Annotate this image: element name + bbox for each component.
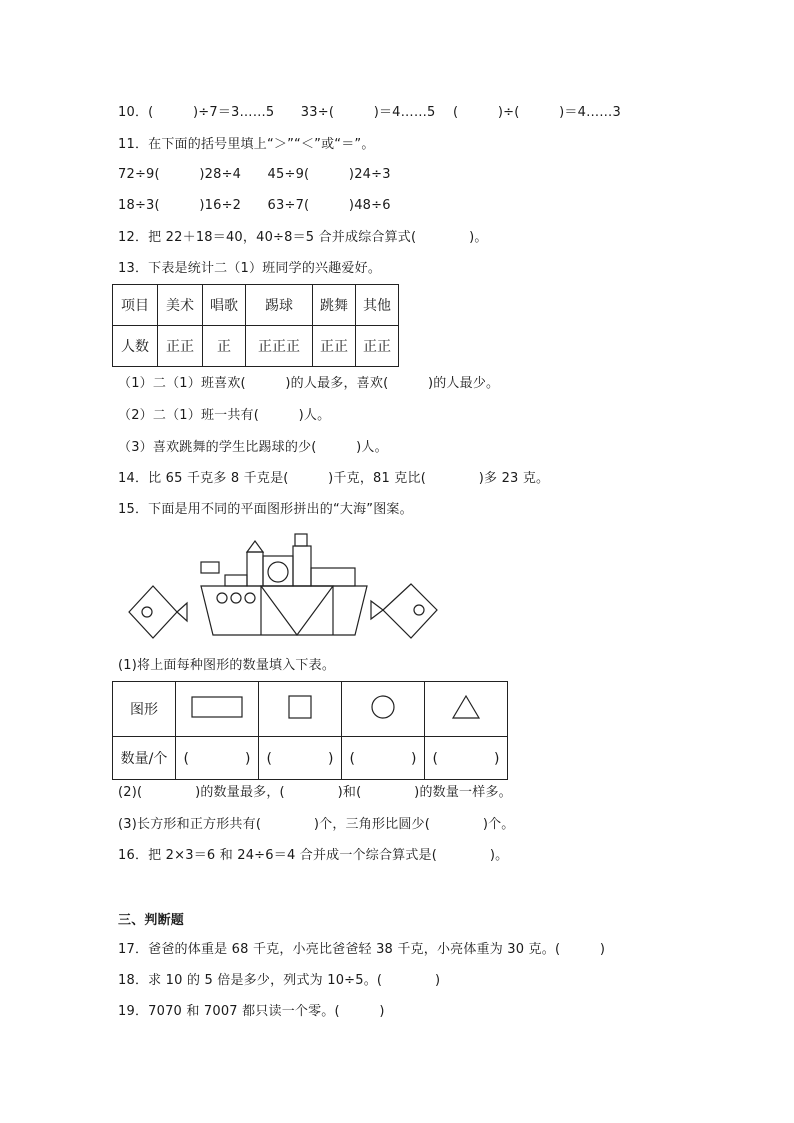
porthole-circle [245, 593, 255, 603]
count-blank-cell[interactable]: ( ) [259, 737, 342, 780]
tally-count-cell: 正正 [158, 326, 203, 367]
cabin-square [247, 552, 263, 586]
hull-triangle [261, 586, 333, 635]
tally-count-cell: 正正 [313, 326, 356, 367]
tally-header-cell: 跳舞 [313, 285, 356, 326]
question-15-part-2: (2)( )的数量最多，( )和( )的数量一样多。 [118, 785, 512, 800]
question-12: 12．把 22＋18＝40，40÷8＝5 合并成综合算式( )。 [118, 230, 488, 245]
section-3-heading: 三、判断题 [118, 913, 185, 928]
question-11-row-2: 18÷3( )16÷2 63÷7( )48÷6 [118, 198, 391, 213]
porthole-circle [217, 593, 227, 603]
tally-count-cell: 正正正 [246, 326, 313, 367]
cabin-rectangle [225, 575, 247, 586]
question-10: 10．( )÷7＝3……5 33÷( )＝4……5 ( )÷( )＝4……3 [118, 105, 621, 120]
count-blank-cell[interactable]: ( ) [342, 737, 425, 780]
question-11-row-1: 72÷9( )28÷4 45÷9( )24÷3 [118, 167, 391, 182]
roof-triangle [247, 541, 263, 552]
triangle-shape-cell [425, 682, 508, 737]
ship [201, 534, 367, 635]
cabin-rectangle [311, 568, 355, 586]
question-13-part-3: （3）喜欢跳舞的学生比踢球的少( )人。 [118, 440, 388, 455]
tally-header-cell: 美术 [158, 285, 203, 326]
tally-header-cell: 唱歌 [203, 285, 246, 326]
chimney-rectangle [293, 546, 311, 586]
count-row [113, 737, 508, 780]
square-icon [286, 693, 314, 721]
triangle-icon [450, 693, 482, 721]
question-18: 18．求 10 的 5 倍是多少，列式为 10÷5。( ) [118, 973, 441, 988]
right-fish [371, 584, 437, 638]
shape-count-table [112, 681, 508, 780]
shape-row [113, 682, 508, 737]
tally-header-cell: 项目 [113, 285, 158, 326]
question-13-part-1: （1）二（1）班喜欢( )的人最多，喜欢( )的人最少。 [118, 376, 500, 391]
ship-hull [201, 586, 367, 635]
fish-tail-triangle [371, 601, 383, 619]
fish-body-diamond [129, 586, 177, 638]
porthole-circle [231, 593, 241, 603]
chimney-top-rectangle [295, 534, 307, 546]
question-19: 19．7070 和 7007 都只读一个零。( ) [118, 1004, 385, 1019]
left-fish [129, 586, 187, 638]
rectangle-icon [190, 694, 244, 720]
question-13-title: 13．下表是统计二（1）班同学的兴趣爱好。 [118, 261, 382, 276]
fish-eye-circle [414, 605, 424, 615]
interest-tally-table [112, 284, 399, 367]
fish-body-diamond [383, 584, 437, 638]
question-13-part-2: （2）二（1）班一共有( )人。 [118, 408, 331, 423]
circle-icon [369, 693, 397, 721]
sea-picture [125, 528, 445, 640]
count-label-cell: 数量/个 [113, 737, 176, 780]
fish-eye-circle [142, 607, 152, 617]
question-11-title: 11．在下面的括号里填上“＞”“＜”或“＝”。 [118, 137, 375, 152]
square-shape-cell [259, 682, 342, 737]
tally-count-cell: 人数 [113, 326, 158, 367]
question-15-part-1: (1)将上面每种图形的数量填入下表。 [118, 658, 336, 673]
tally-header-cell: 其他 [356, 285, 399, 326]
count-blank-cell[interactable]: ( ) [176, 737, 259, 780]
tally-count-cell: 正 [203, 326, 246, 367]
fish-tail-triangle [177, 603, 187, 621]
question-16: 16．把 2×3＝6 和 24÷6＝4 合并成一个综合算式是( )。 [118, 848, 509, 863]
window-circle [268, 562, 288, 582]
tally-header-row [113, 285, 399, 326]
question-17: 17．爸爸的体重是 68 千克，小亮比爸爸轻 38 千克，小亮体重为 30 克。( ) [118, 942, 606, 957]
question-15-title: 15．下面是用不同的平面图形拼出的“大海”图案。 [118, 502, 413, 517]
shape-label-cell: 图形 [113, 682, 176, 737]
question-15-part-3: (3)长方形和正方形共有( )个，三角形比圆少( )个。 [118, 817, 515, 832]
rectangle-shape-cell [176, 682, 259, 737]
circle-shape-cell [342, 682, 425, 737]
question-14: 14．比 65 千克多 8 千克是( )千克，81 克比( )多 23 克。 [118, 471, 550, 486]
tally-count-cell: 正正 [356, 326, 399, 367]
tally-count-row [113, 326, 399, 367]
flag-rectangle [201, 562, 219, 573]
count-blank-cell[interactable]: ( ) [425, 737, 508, 780]
tally-header-cell: 踢球 [246, 285, 313, 326]
